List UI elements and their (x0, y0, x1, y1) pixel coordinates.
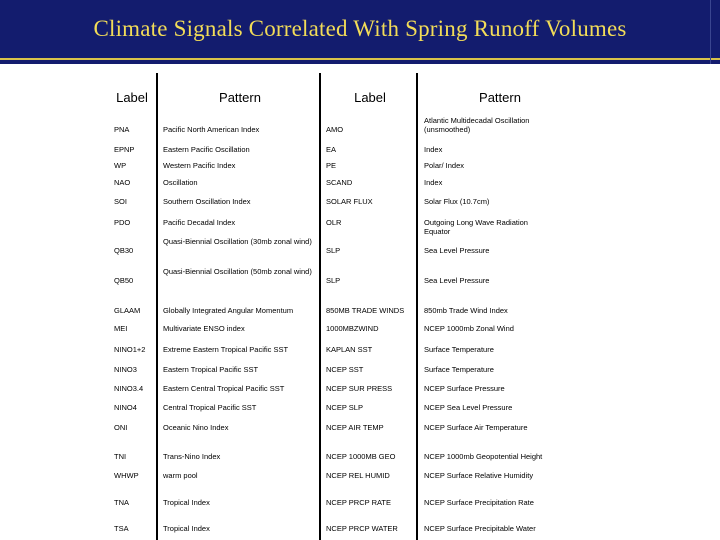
row-label-1: QB30 (114, 246, 134, 255)
row-pattern-2: Surface Temperature (424, 365, 494, 374)
row-pattern-1: Quasi-Biennial Oscillation (30mb zonal wind) (163, 237, 312, 246)
row-label-2: NCEP PRCP RATE (326, 498, 392, 507)
row-pattern-1: Multivariate ENSO index (163, 324, 245, 333)
row-pattern-1: Quasi-Biennial Oscillation (50mb zonal wind) (163, 267, 312, 276)
row-label-1: NINO4 (114, 403, 137, 412)
row-pattern-2: NCEP Surface Air Temperature (424, 423, 528, 432)
row-label-1: GLAAM (114, 306, 141, 315)
row-pattern-2: NCEP 1000mb Zonal Wind (424, 324, 514, 333)
row-pattern-2: Index (424, 178, 443, 187)
row-pattern-1: Eastern Central Tropical Pacific SST (163, 384, 285, 393)
row-pattern-2: NCEP Surface Precipitable Water (424, 524, 536, 533)
row-pattern-2: NCEP Surface Precipitation Rate (424, 498, 534, 507)
row-label-1: SOI (114, 197, 127, 206)
row-pattern-2: NCEP Sea Level Pressure (424, 403, 513, 412)
row-label-2: SOLAR FLUX (326, 197, 373, 206)
row-pattern-1: Globally Integrated Angular Momentum (163, 306, 294, 315)
row-pattern-2: NCEP Surface Pressure (424, 384, 505, 393)
row-pattern-1: Pacific Decadal Index (163, 218, 236, 227)
title-bar (0, 0, 720, 64)
row-label-2: NCEP SUR PRESS (326, 384, 393, 393)
row-label-1: NAO (114, 178, 131, 187)
row-pattern-1: Tropical Index (163, 498, 210, 507)
column-rule-2 (319, 73, 321, 540)
row-label-1: MEI (114, 324, 128, 333)
row-label-2: NCEP 1000MB GEO (326, 452, 396, 461)
row-pattern-1: Pacific North American Index (163, 125, 260, 134)
row-label-1: QB50 (114, 276, 134, 285)
row-pattern-1: Oscillation (163, 178, 198, 187)
row-label-1: TNI (114, 452, 127, 461)
row-label-2: SLP (326, 246, 341, 255)
row-label-2: NCEP PRCP WATER (326, 524, 398, 533)
row-label-2: NCEP REL HUMID (326, 471, 390, 480)
row-label-1: PDO (114, 218, 131, 227)
row-pattern-1: Trans-Nino Index (163, 452, 221, 461)
row-pattern-2: Sea Level Pressure (424, 276, 490, 285)
title-side-line (710, 0, 711, 64)
column-header-label-1: Label (116, 90, 148, 105)
row-pattern-2: Index (424, 145, 443, 154)
row-label-1: TNA (114, 498, 129, 507)
row-label-2: EA (326, 145, 337, 154)
row-label-1: TSA (114, 524, 129, 533)
row-pattern-2: Surface Temperature (424, 345, 494, 354)
column-header-label-2: Label (354, 90, 386, 105)
row-pattern-2: Sea Level Pressure (424, 246, 490, 255)
row-label-2: AMO (326, 125, 344, 134)
row-pattern-1: Tropical Index (163, 524, 210, 533)
row-label-2: SCAND (326, 178, 353, 187)
row-label-2: 850MB TRADE WINDS (326, 306, 405, 315)
row-label-1: NINO3.4 (114, 384, 144, 393)
row-label-1: PNA (114, 125, 130, 134)
row-pattern-1: Southern Oscillation Index (163, 197, 251, 206)
row-pattern-1: Extreme Eastern Tropical Pacific SST (163, 345, 289, 354)
row-pattern-2: NCEP Surface Relative Humidity (424, 471, 534, 480)
row-pattern-1: Central Tropical Pacific SST (163, 403, 257, 412)
row-pattern-2: Atlantic Multidecadal Oscillation (unsmoothed) (424, 116, 530, 134)
row-label-2: KAPLAN SST (326, 345, 373, 354)
row-label-2: SLP (326, 276, 341, 285)
row-label-1: EPNP (114, 145, 135, 154)
row-label-1: ONI (114, 423, 128, 432)
row-label-2: 1000MBZWIND (326, 324, 379, 333)
row-pattern-2: Polar/ Index (424, 161, 465, 170)
row-pattern-1: warm pool (163, 471, 198, 480)
row-label-2: NCEP AIR TEMP (326, 423, 384, 432)
row-label-2: NCEP SST (326, 365, 364, 374)
row-label-1: WHWP (114, 471, 139, 480)
row-pattern-2: NCEP 1000mb Geopotential Height (424, 452, 543, 461)
row-label-2: OLR (326, 218, 342, 227)
row-label-1: WP (114, 161, 127, 170)
page-title: Climate Signals Correlated With Spring Runoff Volumes (93, 16, 627, 41)
title-underline (0, 58, 720, 60)
row-pattern-2: 850mb Trade Wind Index (424, 306, 508, 315)
column-header-pattern-2: Pattern (479, 90, 521, 105)
column-header-pattern-1: Pattern (219, 90, 261, 105)
row-pattern-2: Outgoing Long Wave Radiation Equator (424, 218, 528, 236)
row-pattern-1: Oceanic Nino Index (163, 423, 229, 432)
row-label-2: NCEP SLP (326, 403, 363, 412)
row-pattern-1: Eastern Tropical Pacific SST (163, 365, 259, 374)
row-label-1: NINO3 (114, 365, 137, 374)
row-label-1: NINO1+2 (114, 345, 146, 354)
row-label-2: PE (326, 161, 337, 170)
column-rule-3 (416, 73, 418, 540)
row-pattern-1: Western Pacific Index (163, 161, 236, 170)
row-pattern-2: Solar Flux (10.7cm) (424, 197, 490, 206)
row-pattern-1: Eastern Pacific Oscillation (163, 145, 250, 154)
